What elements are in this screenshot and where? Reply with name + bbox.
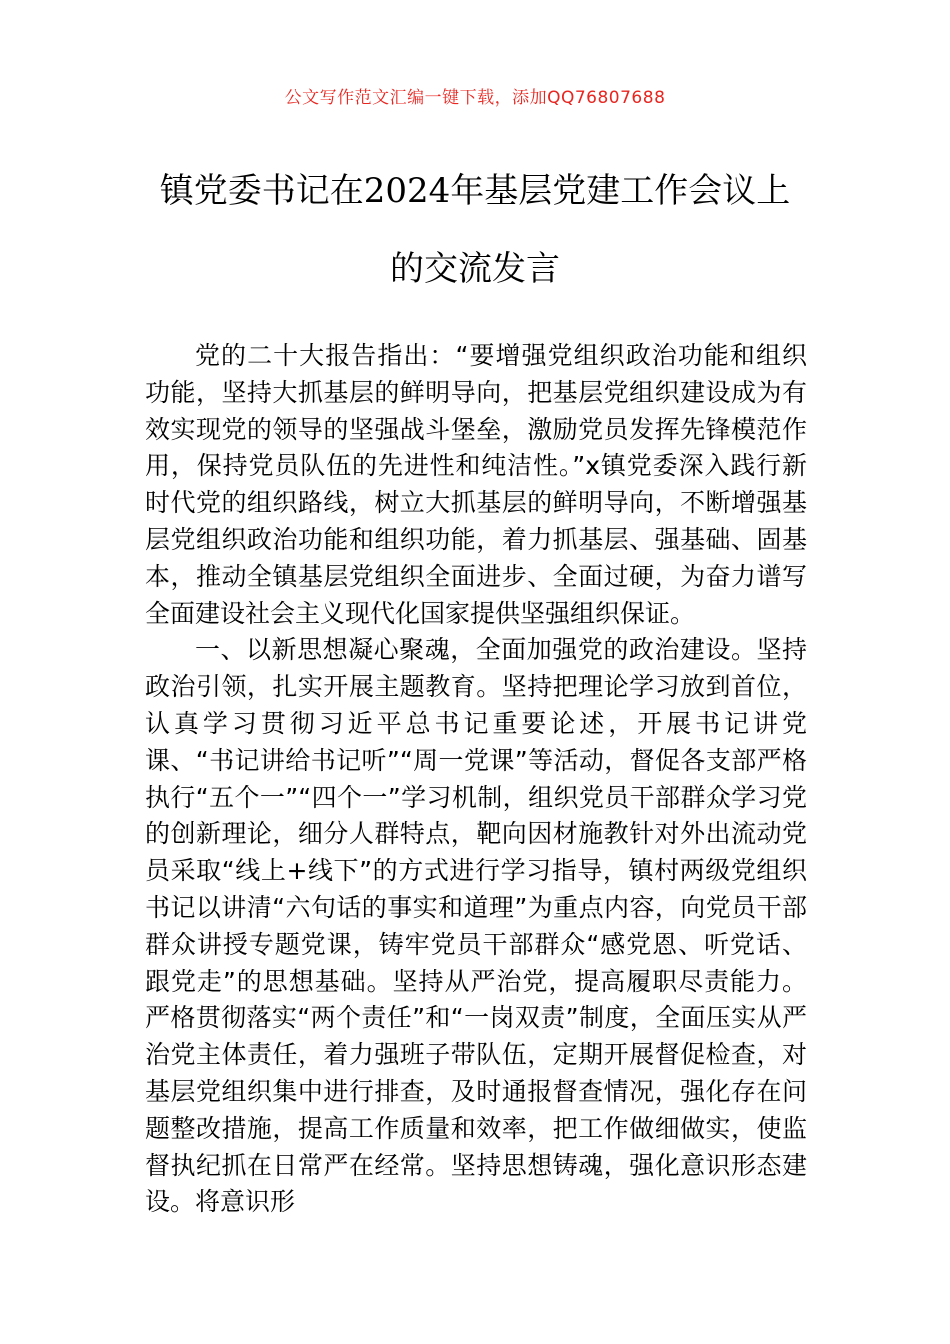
section-one-paragraph: 一、以新思想凝心聚魂，全面加强党的政治建设。坚持政治引领，扎实开展主题教育。坚持把理论学习放到首位，认真学习贯彻习近平总书记重要论述，开展书记讲党课、“书记讲给书记听”“周一党课”等活动，督促各支部严格执行“五个一”“四个一”学习机制，组织党员干部群众学习党的创新理论，细分人群特点，靶向因材施教针对外出流动党员采取“线上+线下”的方式进行学习指导，镇村两级党组织书记以讲清“六句话的事实和道理”为重点内容，向党员干部群众讲授专题党课，铸牢党员干部群众“感党恩、听党话、跟党走”的思想基础。坚持从严治党，提高履职尽责能力。严格贯彻落实“两个责任”和“一岗双责”制度，全面压实从严治党主体责任，着力强班子带队伍，定期开展督促检查，对基层党组织集中进行排查，及时通报督查情况，强化存在问题整改措施，提高工作质量和效率，把工作做细做实，使监督执纪抓在日常严在经常。坚持思想铸魂，强化意识形态建设。将意识形 [145, 635, 807, 1217]
document-title [145, 152, 805, 308]
document-title-line-1: 镇党委书记在2024年基层党建工作会议上 [159, 171, 791, 211]
document-body [145, 338, 807, 1221]
intro-paragraph: 党的二十大报告指出：“要增强党组织政治功能和组织功能，坚持大抓基层的鲜明导向，把基层党组织建设成为有效实现党的领导的坚强战斗堡垒，激励党员发挥先锋模范作用，保持党员队伍的先进性和纯洁性。”x镇党委深入践行新时代党的组织路线，树立大抓基层的鲜明导向，不断增强基层党组织政治功能和组织功能，着力抓基层、强基础、固基本，推动全镇基层党组织全面进步、全面过硬，为奋力谱写全面建设社会主义现代化国家提供坚强组织保证。 [145, 341, 807, 628]
document-title-line-2: 的交流发言 [390, 249, 560, 289]
download-promo-note: 公文写作范文汇编一键下载，添加QQ76807688 [284, 88, 666, 108]
